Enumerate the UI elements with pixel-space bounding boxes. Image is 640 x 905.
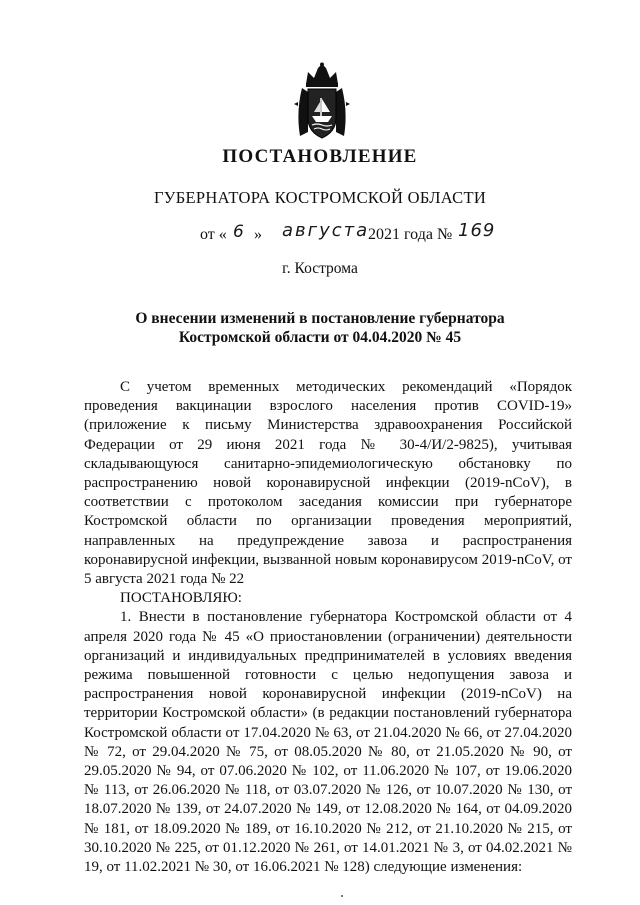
decree-word: ПОСТАНОВЛЯЮ: (120, 590, 242, 607)
document-date-line (200, 222, 540, 252)
document-heading (120, 309, 520, 347)
item-1-paragraph: 1. Внести в постановление губернатора Костромской области от 4 апреля 2020 года № 45 «О приостановлении (ограничении) деятельности организаций и индивидуальных предпринимателей в условиях введения режима повышенной готовности с целью недопущения завоза и распространения новой коронавирусной инфекции (2019-nCoV) на территории Костромской области» (в редакции постановлений губернатора Костромской области от 17.04.2020 № 63, от 21.04.2020 № 66, от 27.04.2020 № 72, от 29.04.2020 № 75, от 08.05.2020 № 80, от 21.05.2020 № 90, от 29.05.2020 № 94, от 07.06.2020 № 102, от 11.06.2020 № 107, от 19.06.2020 № 113, от 26.06.2020 № 118, от 03.07.2020 № 126, от 10.07.2020 № 130, от 18.07.2020 № 139, от 24.07.2020 № 149, от 12.08.2020 № 164, от 04.09.2020 № 181, от 18.09.2020 № 189, от 16.10.2020 № 212, от 21.10.2020 № 215, от 30.10.2020 № 225, от 01.12.2020 № 261, от 14.01.2021 № 3, от 04.02.2021 № 19, от 11.02.2021 № 30, от 16.06.2021 № 128) следующие изменения: (84, 609, 572, 876)
heading-line-2: Костромской области от 04.04.2020 № 45 (178, 329, 462, 346)
heading-line-1: О внесении изменений в постановление губернатора (135, 310, 505, 327)
document-body (84, 378, 572, 877)
kostroma-coat-of-arms-icon (292, 62, 352, 142)
scan-speck (341, 895, 343, 897)
date-quote-close: » (254, 226, 262, 243)
document-title: ПОСТАНОВЛЕНИЕ (222, 146, 418, 167)
intro-paragraph: С учетом временных методических рекомендаций «Порядок проведения вакцинации взрослого населения против COVID-19» (приложение к письму Министерства здравоохранения Российской Федерации от 29 июня 2021 года № 30-4/И/2-9825), учитывая складывающуюся санитарно-эпидемиологическую обстановку по распространению новой коронавирусной инфекции (2019-nCoV), в соответствии с протоколом заседания комиссии при губернаторе Костромской области по организации проведения мероприятий, направленных на предупреждение завоза и распространения коронавирусной инфекции, вызванной новым коронавирусом 2019-nCoV, от 5 августа 2021 года № 22 (84, 379, 572, 588)
issuer-line: ГУБЕРНАТОРА КОСТРОМСКОЙ ОБЛАСТИ (153, 188, 487, 207)
city-line: г. Кострома (282, 260, 358, 277)
date-month-handwritten: августа (282, 220, 370, 241)
date-prefix: от « (200, 226, 227, 243)
date-day-handwritten: 6 (233, 222, 245, 242)
document-number-handwritten: 169 (458, 220, 496, 241)
date-year-text: 2021 года № (368, 226, 453, 243)
